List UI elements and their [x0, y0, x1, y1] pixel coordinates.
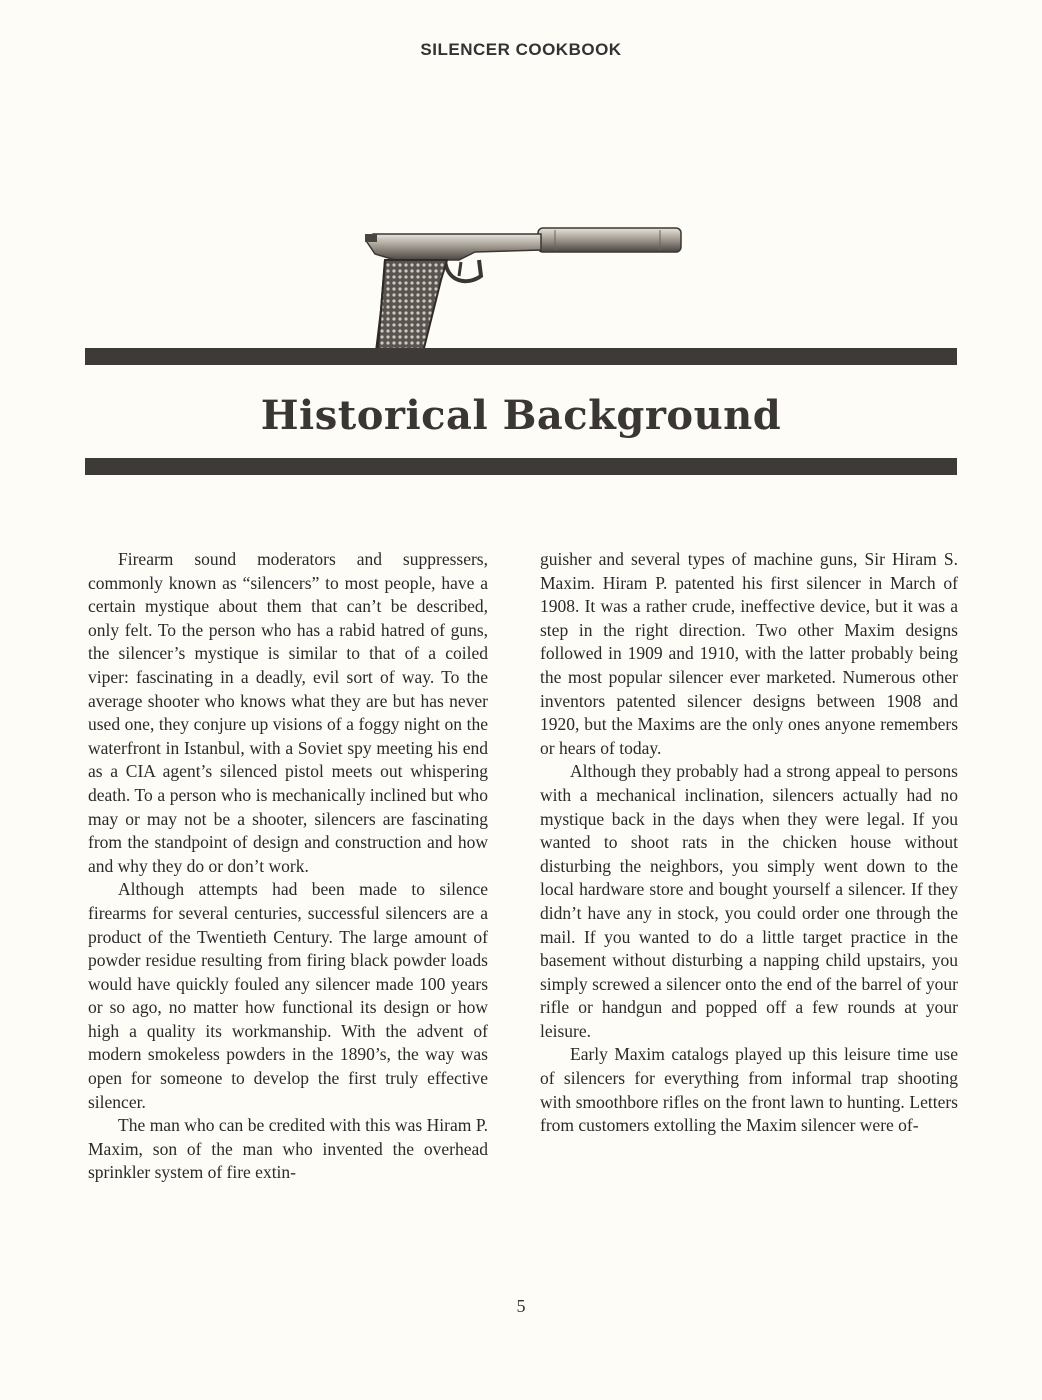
- paragraph: The man who can be credited with this was Hiram P. Maxim, son of the man who invented the overhead sprinkler system of fire extin-: [88, 1115, 488, 1183]
- paragraph: guisher and several types of machine guns, Sir Hiram S. Maxim. Hiram P. patented his first silencer in March of 1908. It was a rather crude, ineffective device, but it was a step in the right direction. Two other Maxim designs followed in 1909 and 1910, with the latter probably being the most popular silencer ever marketed. Numerous other inventors patented silencer designs between 1908 and 1920, but the Maxims are the only ones anyone remembers or hears of today.: [540, 549, 958, 758]
- paragraph: Early Maxim catalogs played up this leisure time use of silencers for everything from informal trap shooting with smoothbore rifles on the front lawn to hunting. Letters from customers extolling the Maxim silencer were of-: [540, 1044, 958, 1136]
- left-column: [88, 548, 488, 1185]
- paragraph: Although attempts had been made to silence firearms for several centuries, successful silencers are a product of the Twentieth Century. The large amount of powder residue resulting from firing black powder loads would have quickly fouled any silencer made 100 years or so ago, no matter how functional its design or how high a quality its workmanship. With the advent of modern smokeless powders in the 1890’s, the way was open for someone to develop the first truly effective silencer.: [88, 879, 488, 1112]
- running-head: SILENCER COOKBOOK: [420, 40, 622, 59]
- title-rule-bottom: [85, 458, 957, 475]
- page-number: 5: [516, 1296, 526, 1316]
- right-column: [540, 548, 958, 1138]
- paragraph: Firearm sound moderators and suppressers, commonly known as “silencers” to most people, have a certain mystique about them that can’t be described, only felt. To the person who has a rabid hatred of guns, the silencer’s mystique is similar to that of a coiled viper: fascinating in a deadly, evil sort of way. To the average shooter who knows what they are but has never used one, they conjure up visions of a foggy night on the waterfront in Istanbul, with a Soviet spy meeting his end as a CIA agent’s silenced pistol meets out whispering death. To a person who is mechanically inclined but who may or may not be a shooter, silencers are fascinating from the standpoint of design and construction and how and why they do or don’t work.: [88, 549, 488, 876]
- chapter-title: Historical Background: [260, 392, 782, 439]
- paragraph: Although they probably had a strong appeal to persons with a mechanical inclination, silencers actually had no mystique back in the days when they were legal. If you wanted to shoot rats in the chicken house without disturbing the neighbors, you simply went down to the local hardware store and bought yourself a silencer. If they didn’t have any in stock, you could order one through the mail. If you wanted to do a little target practice in the basement without disturbing a napping child upstairs, you simply screwed a silencer onto the end of the barrel of your rifle or handgun and popped off a few rounds at your leisure.: [540, 761, 958, 1041]
- title-rule-top: [85, 348, 957, 365]
